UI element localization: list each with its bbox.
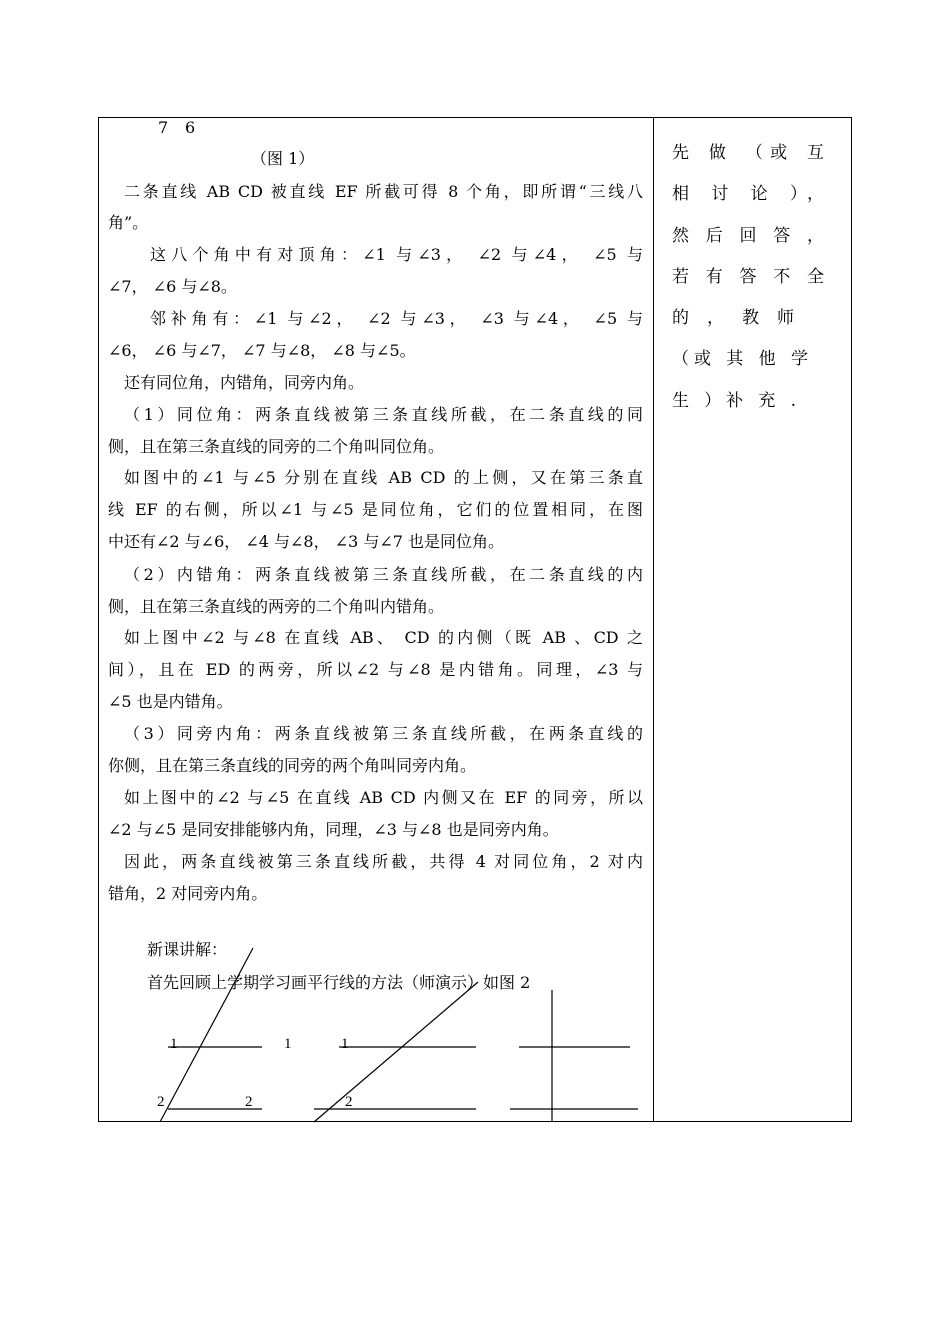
new-lesson-heading: 新课讲解： [147,940,228,959]
example-corresponding-line3: 中还有∠2 与∠6， ∠4 与∠8， ∠3 与∠7 也是同位角。 [108,532,505,551]
side-note-line1: 先 做 （或 互 [672,143,824,163]
side-note-line2: 相 讨 论 ）， [672,184,824,204]
definition-alternate-line1: （2）内错角：两条直线被第三条直线所截，在二条直线的内 [124,565,643,584]
side-note-line7: 生 ）补 充 . [672,391,796,411]
conclusion-line2: 错角，2 对同旁内角。 [108,884,268,903]
side-note-line6: （或 其 他 学 [672,349,808,369]
side-note-line5: 的 ， 教 师 [672,308,794,328]
figure2-label-a-top-right: 1 [284,1036,292,1052]
example-alternate-line1: 如上图中∠2 与∠8 在直线 AB、 CD 的内侧（既 AB 、CD 之 [124,628,643,647]
example-interior-line1: 如上图中的∠2 与∠5 在直线 AB CD 内侧又在 EF 的同旁，所以 [124,788,643,807]
paragraph-adjacent-angles-line1: 邻补角有：∠1 与∠2， ∠2 与∠3， ∠3 与∠4， ∠5 与 [150,309,643,328]
definition-interior-line1: （3）同旁内角：两条直线被第三条直线所截，在两条直线的 [124,724,643,743]
figure2-label-b-top: 1 [341,1036,349,1052]
figure1-angle-label-6: 6 [185,118,196,137]
side-note-line3: 然 后 回 答 ， [672,226,824,246]
definition-corresponding-line2: 侧，且在第三条直线的同旁的二个角叫同位角。 [108,437,445,456]
definition-corresponding-line1: （1）同位角：两条直线被第三条直线所截，在二条直线的同 [124,405,643,424]
example-alternate-line3: ∠5 也是内错角。 [108,692,233,711]
figure1-caption: （图 1） [251,149,315,168]
figure2-label-a-bottom-right: 2 [245,1094,253,1110]
side-note-line4: 若 有 答 不 全 [672,267,824,287]
paragraph-adjacent-angles-line2: ∠6， ∠6 与∠7， ∠7 与∠8， ∠8 与∠5。 [108,341,416,360]
example-corresponding-line1: 如图中的∠1 与∠5 分别在直线 AB CD 的上侧，又在第三条直 [124,468,643,487]
figure2-transversal-a [160,948,253,1122]
definition-alternate-line2: 侧，且在第三条直线的两旁的二个角叫内错角。 [108,597,445,616]
example-corresponding-line2: 线 EF 的右侧，所以∠1 与∠5 是同位角，它们的位置相同，在图 [108,500,643,519]
paragraph-three-lines-line2: 角”。 [108,213,149,232]
figure2-transversal-b [314,982,478,1122]
paragraph-vertical-angles-line2: ∠7， ∠6 与∠8。 [108,277,237,296]
paragraph-vertical-angles-line1: 这八个角中有对顶角：∠1 与∠3， ∠2 与∠4， ∠5 与 [150,245,643,264]
paragraph-other-angles: 还有同位角，内错角，同旁内角。 [124,373,365,392]
definition-interior-line2: 你侧，且在第三条直线的同旁的两个角叫同旁内角。 [108,756,477,775]
figure2-label-a-top-left: 1 [170,1036,178,1052]
figure1-angle-label-7: 7 [158,118,169,137]
example-alternate-line2: 间），且在 ED 的两旁，所以∠2 与∠8 是内错角。同理，∠3 与 [108,660,643,679]
figure2-label-a-bottom-left: 2 [157,1094,165,1110]
paragraph-three-lines-line1: 二条直线 AB CD 被直线 EF 所截可得 8 个角，即所谓“三线八 [124,182,643,201]
conclusion-line1: 因此，两条直线被第三条直线所截，共得 4 对同位角，2 对内 [124,852,643,871]
example-interior-line2: ∠2 与∠5 是同安排能够内角，同理，∠3 与∠8 也是同旁内角。 [108,820,559,839]
review-parallel-lines: 首先回顾上学期学习画平行线的方法（师演示）如图 2 [147,973,531,992]
figure2-label-b-bottom: 2 [345,1094,353,1110]
